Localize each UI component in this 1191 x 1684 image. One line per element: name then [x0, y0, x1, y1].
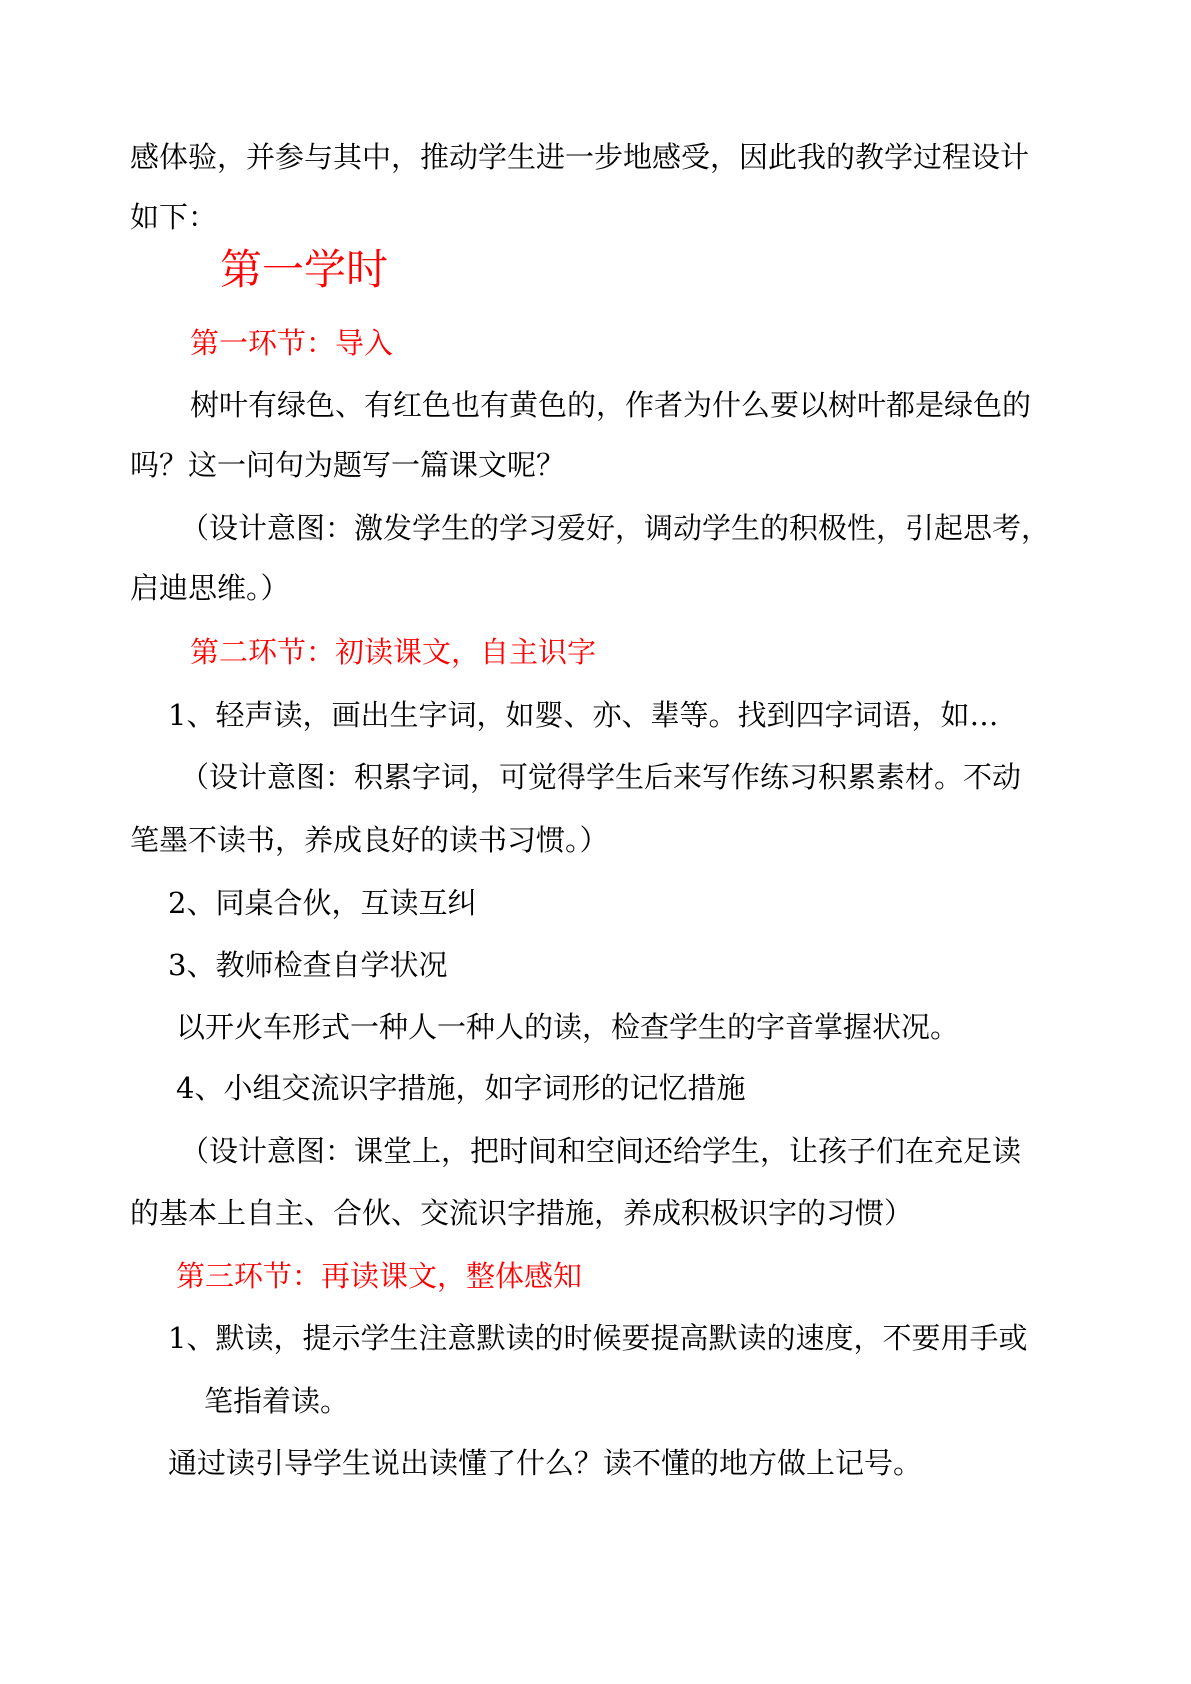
design-note: 启迪思维。）	[130, 571, 290, 605]
body-line: 树叶有绿色、有红色也有黄色的，作者为什么要以树叶都是绿色的	[190, 388, 1032, 422]
list-item: 3、教师检查自学状况	[168, 948, 448, 982]
step-heading: 第三环节：再读课文，整体感知	[176, 1259, 583, 1293]
list-item: 2、同桌合伙，互读互纠	[168, 886, 477, 920]
list-item: 4、小组交流识字措施，如字词形的记忆措施	[176, 1071, 746, 1105]
list-item: 1、轻声读，画出生字词，如婴、亦、辈等。找到四字词语，如…	[168, 698, 999, 732]
body-line: 以开火车形式一种人一种人的读，检查学生的字音掌握状况。	[176, 1010, 960, 1044]
body-line: 如下：	[130, 200, 218, 234]
design-note: 的基本上自主、合伙、交流识字措施，养成积极识字的习惯）	[130, 1196, 914, 1230]
design-note: （设计意图：激发学生的学习爱好，调动学生的积极性，引起思考，	[180, 511, 1051, 545]
list-item: 1、默读，提示学生注意默读的时候要提高默读的速度，不要用手或	[168, 1321, 1028, 1355]
design-note: （设计意图：积累字词，可觉得学生后来写作练习积累素材。不动	[180, 760, 1022, 794]
section-title: 第一学时	[220, 245, 389, 294]
body-line: 通过读引导学生说出读懂了什么？读不懂的地方做上记号。	[168, 1446, 923, 1480]
step-heading: 第一环节：导入	[190, 326, 394, 360]
body-line: 吗？这一问句为题写一篇课文呢？	[130, 448, 566, 482]
design-note: （设计意图：课堂上，把时间和空间还给学生，让孩子们在充足读	[180, 1134, 1022, 1168]
step-heading: 第二环节：初读课文，自主识字	[190, 635, 597, 669]
design-note: 笔墨不读书，养成良好的读书习惯。）	[130, 823, 609, 857]
body-line: 感体验，并参与其中，推动学生进一步地感受，因此我的教学过程设计	[130, 140, 1030, 174]
list-item-continuation: 笔指着读。	[204, 1384, 350, 1418]
